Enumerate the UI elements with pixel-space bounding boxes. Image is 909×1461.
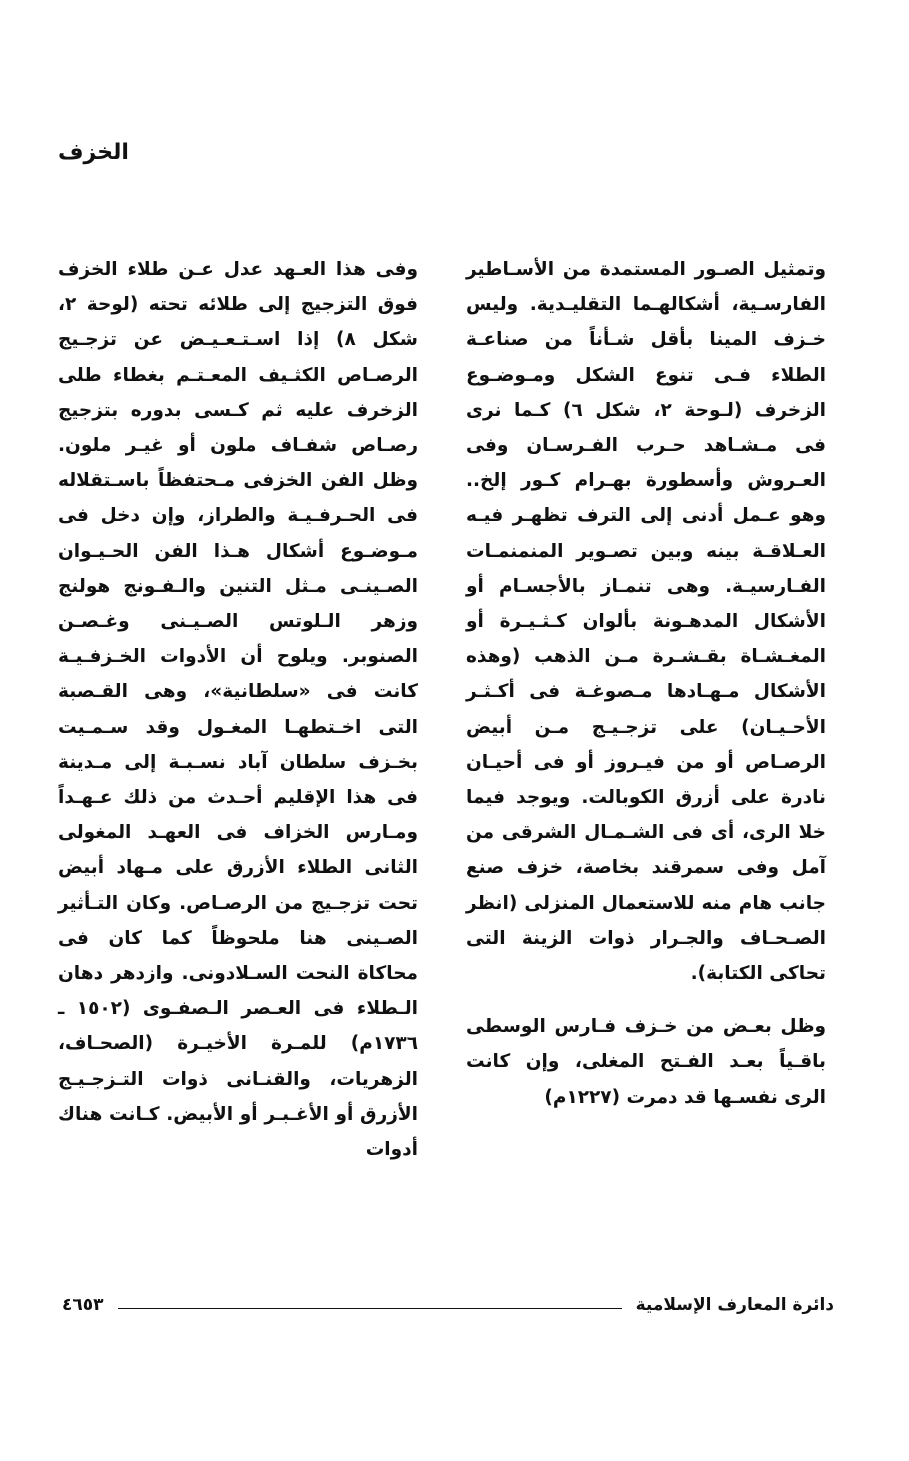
text-column-left — [58, 252, 418, 1167]
page-footer — [62, 1290, 834, 1320]
text-column-right — [466, 252, 826, 1115]
paragraph: وفى هذا العـهد عدل عـن طلاء الخزف فوق التزجيج إلى طلائه تحته (لوحة ٢، شكل ٨) إذا اسـتـعـيـض عن تزجـيج الرصـاص الكثـيف المعـتـم بغطاء طلى الزخرف عليه ثم كـسى بدوره بتزجيج رصـاص شفـاف ملون أو غيـر ملون. وظل الفن الخزفى مـحتفظاً باسـتقلاله فى الحـرفـيـة والطراز، وإن دخل فى مـوضـوع أشكال هـذا الفن الحـيـوان الصـينـى مـثل التنين والـفـونج هولنج وزهر الـلوتس الصـيـنى وغـصـن الصنوبر. ويلوح أن الأدوات الخـزفـيـة كانت فى «سلطانية»، وهى القـصبة التى اخـتطهـا المغـول وقد سـمـيت بخـزف سلطان آباد نسـبـة إلى مـدينة فى هذا الإقليم أحـدث من ذلك عـهـداً ومـارس الخزاف فى العهـد المغولى الثانى الطلاء الأزرق على مـهاد أبيض تحت تزجـيج من الرصـاص. وكان التـأثير الصـينى هنا ملحوظاً كما كان فى محاكاة النحت السـلادونى. وازدهر دهان الـطلاء فى العـصر الـصفـوى (١٥٠٢ ـ ١٧٣٦م) للمـرة الأخيـرة (الصحـاف، الزهريات، والقنـانى ذوات التـزجـيـج الأزرق أو الأغـبـر أو الأبيض. كـانت هناك أدوات — [58, 259, 419, 1161]
page-number: ٤٦٥٣ — [62, 1295, 104, 1315]
footer-rule — [118, 1308, 622, 1309]
paragraph: وتمثيل الصـور المستمدة من الأسـاطير الفارسـية، أشكالهـما التقليـدية. وليس خـزف المينا بأقل شـأناً من صناعـة الطلاء فـى تنوع الشكل ومـوضـوع الزخرف (لـوحة ٢، شكل ٦) كـما نرى فى مـشـاهد حـرب الفـرسـان وفى العـروش وأسطورة بهـرام كـور إلخ.. وهو عـمل أدنى إلى الترف تظهـر فيـه العـلاقـة بينه وبين تصـوير المنمنمـات الفـارسيـة. وهى تنمـاز بالأجسـام أو الأشكال المدهـونة بألوان كـثـيـرة أو المغـشـاة بقـشـرة مـن الذهب (وهذه الأشكال مـهـادها مـصوغـة فى أكـثـر الأحـيـان) على تزجـيـج مـن أبيض الرصـاص أو من فيـروز أو فى أحيـان نادرة على أزرق الكوبالت. ويوجد فيما خلا الرى، أى فى الشـمـال الشرقى من آمل وفى سمرقند بخاصة، خزف صنع جانب هام منه للاستعمال المنزلى (انظر الصـحـاف والجـرار ذوات الزينة التى تحاكى الكتابة). — [466, 259, 826, 985]
publication-title: دائرة المعارف الإسلامية — [635, 1295, 834, 1315]
paragraph: وظل بعـض من خـزف فـارس الوسطى باقـياً بعـد الفـتح المغلى، وإن كانت الرى نفسـها قد دمرت (١٢٢٧م) — [466, 1016, 826, 1108]
page-header-title: الخزف — [58, 140, 129, 165]
